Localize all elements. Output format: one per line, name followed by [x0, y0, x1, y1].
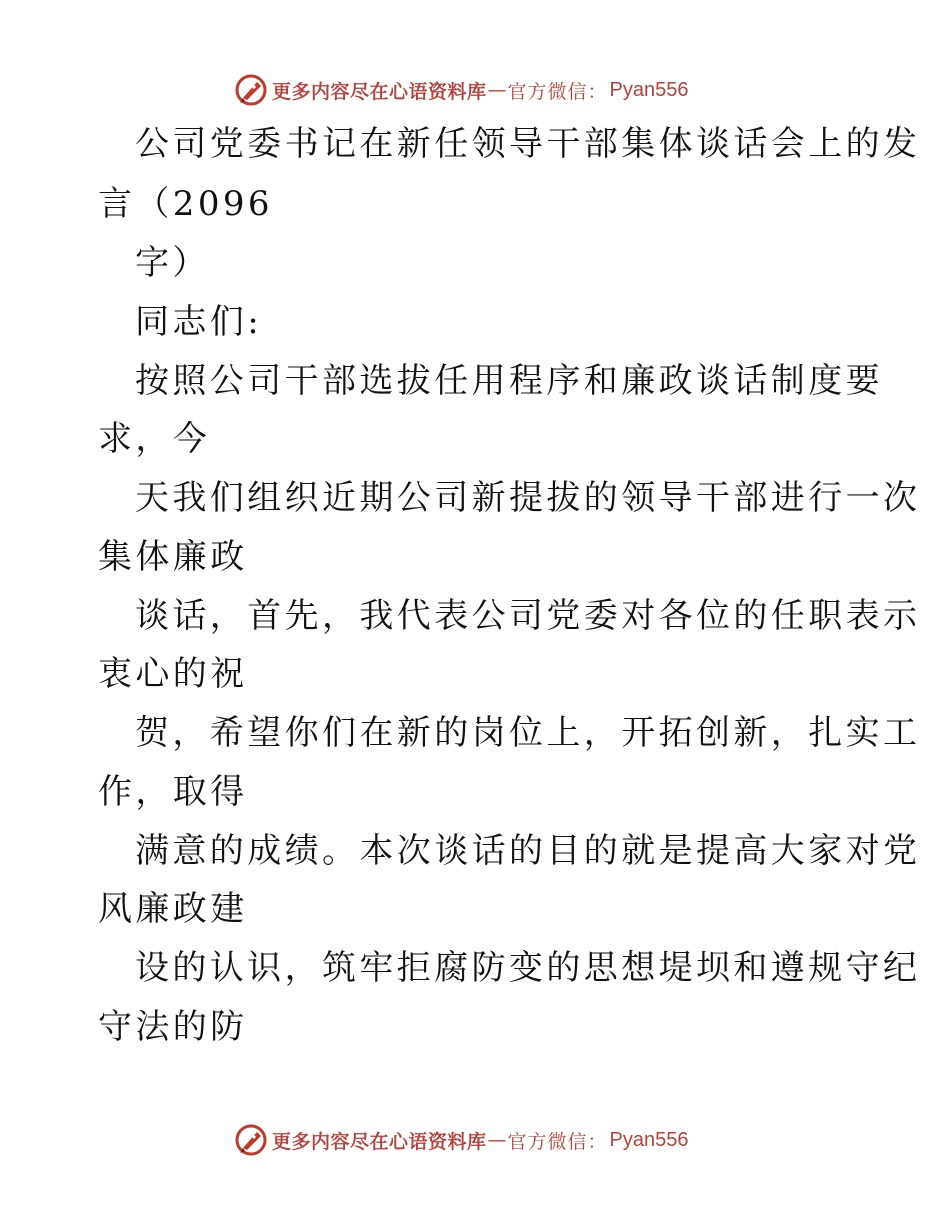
- body-text-line: 守法的防: [98, 1007, 248, 1047]
- body-text-line: 设的认识，筑牢拒腐防变的思想堤坝和遵规守纪: [135, 948, 921, 988]
- body-text-line: 谈话，首先，我代表公司党委对各位的任职表示: [135, 596, 921, 636]
- footer-banner: [234, 1122, 689, 1158]
- body-text-line: 满意的成绩。本次谈话的目的就是提高大家对党: [135, 831, 921, 871]
- banner-site-name: 更多内容尽在心语资料库: [272, 80, 487, 103]
- salutation: 同志们:: [135, 302, 263, 342]
- body-text-line: 求，今: [98, 419, 211, 459]
- body-text-line: 作，取得: [98, 772, 248, 812]
- document-title-line: 字）: [135, 243, 210, 283]
- banner-wechat-label: 官方微信：: [507, 80, 608, 103]
- banner-wechat-label: 官方微信：: [507, 1130, 608, 1153]
- banner-separator: —: [487, 1129, 507, 1151]
- pen-logo-icon: [234, 1123, 268, 1157]
- banner-site-name: 更多内容尽在心语资料库: [272, 1130, 487, 1153]
- banner-separator: —: [487, 79, 507, 101]
- document-title-line: 公司党委书记在新任领导干部集体谈话会上的发: [135, 124, 921, 164]
- banner-wechat-id: Pyan556: [609, 78, 689, 101]
- banner-wechat-id: Pyan556: [609, 1128, 689, 1151]
- body-text-line: 衷心的祝: [98, 654, 248, 694]
- body-text-line: 集体廉政: [98, 537, 248, 577]
- document-title-line: 言（2096: [98, 184, 273, 224]
- body-text-line: 贺，希望你们在新的岗位上，开拓创新，扎实工: [135, 713, 921, 753]
- pen-logo-icon: [234, 73, 268, 107]
- body-text-line: 风廉政建: [98, 889, 248, 929]
- body-text-line: 按照公司干部选拔任用程序和廉政谈话制度要: [135, 361, 883, 401]
- header-banner: [234, 72, 689, 108]
- body-text-line: 天我们组织近期公司新提拔的领导干部进行一次: [135, 478, 921, 518]
